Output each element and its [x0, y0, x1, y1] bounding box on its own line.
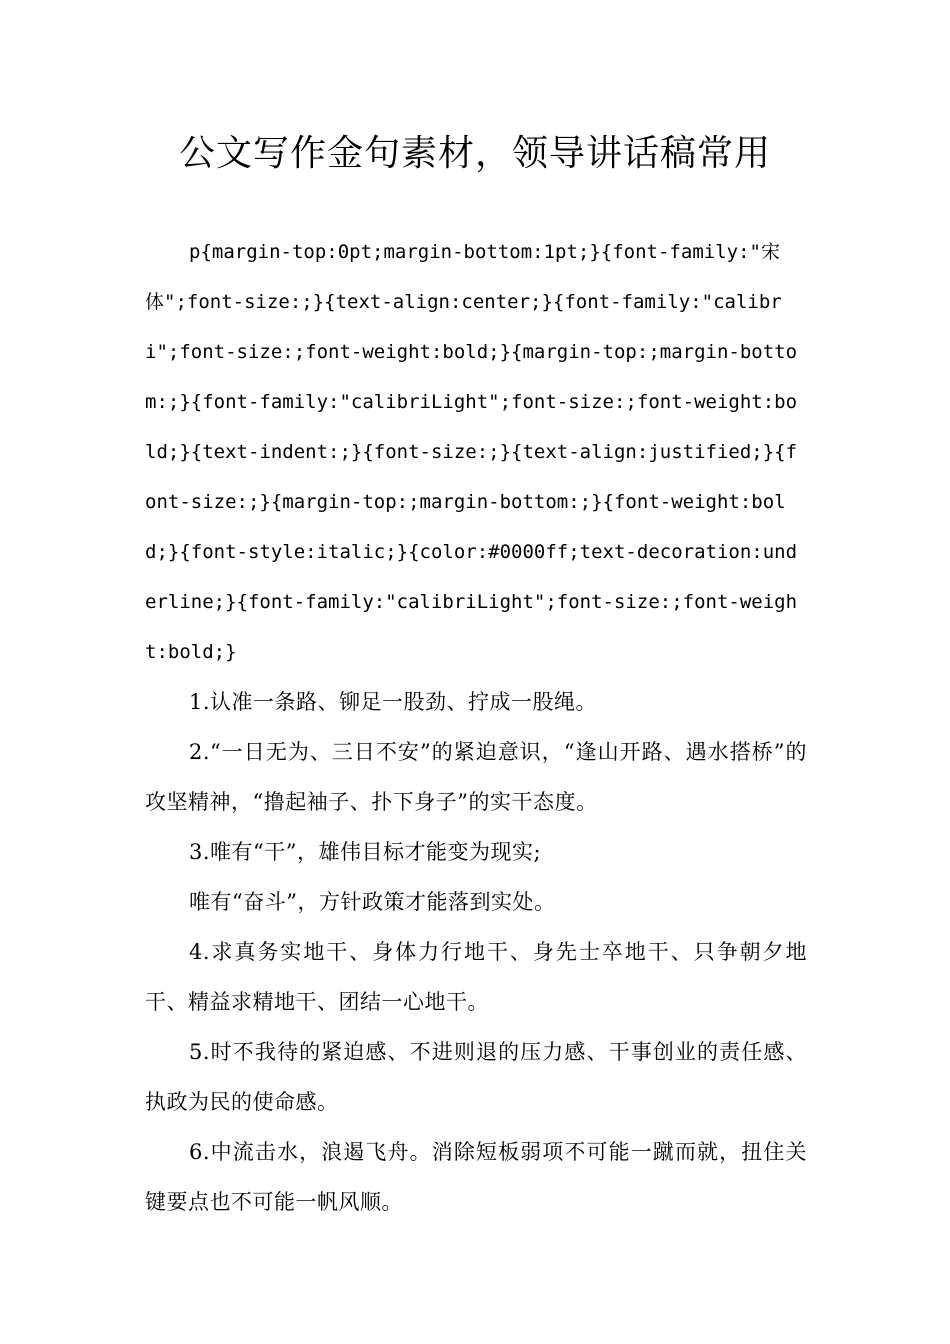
quote-item-2: 2.“一日无为、三日不安”的紧迫意识，“逢山开路、遇水搭桥”的攻坚精神，“撸起袖子、扑下身子”的实干态度。 — [145, 740, 807, 814]
document-body — [145, 227, 807, 1227]
quote-item-3a: 3.唯有“干”，雄伟目标才能变为现实; — [189, 840, 542, 864]
css-text-paragraph: p{margin-top:0pt;margin-bottom:1pt;}{font-family:"宋体";font-size:;}{text-align:center;}{font-family:"calibri";font-size:;font-weight:bold;}{margin-top:;margin-bottom:;}{font-family:"calibriLight";font-size:;font-weight:bold;}{text-indent:;}{font-size:;}{text-align:justified;}{font-size:;}{margin-top:;margin-bottom:;}{font-weight:bold;}{font-style:italic;}{color:#0000ff;text-decoration:underline;}{font-family:"calibriLight";font-size:;font-weight:bold;} — [145, 241, 798, 663]
quote-item-6: 6.中流击水，浪遏飞舟。消除短板弱项不可能一蹴而就，扭住关键要点也不可能一帆风顺。 — [145, 1140, 807, 1214]
document-title: 公文写作金句素材，领导讲话稿常用 — [178, 133, 771, 174]
quote-item-5: 5.时不我待的紧迫感、不进则退的压力感、干事创业的责任感、执政为民的使命感。 — [145, 1040, 807, 1114]
quote-item-1: 1.认准一条路、铆足一股劲、拧成一股绳。 — [189, 690, 598, 714]
quote-item-4: 4.求真务实地干、身体力行地干、身先士卒地干、只争朝夕地干、精益求精地干、团结一心地干。 — [145, 940, 807, 1014]
quote-item-3b: 唯有“奋斗”，方针政策才能落到实处。 — [189, 890, 556, 914]
